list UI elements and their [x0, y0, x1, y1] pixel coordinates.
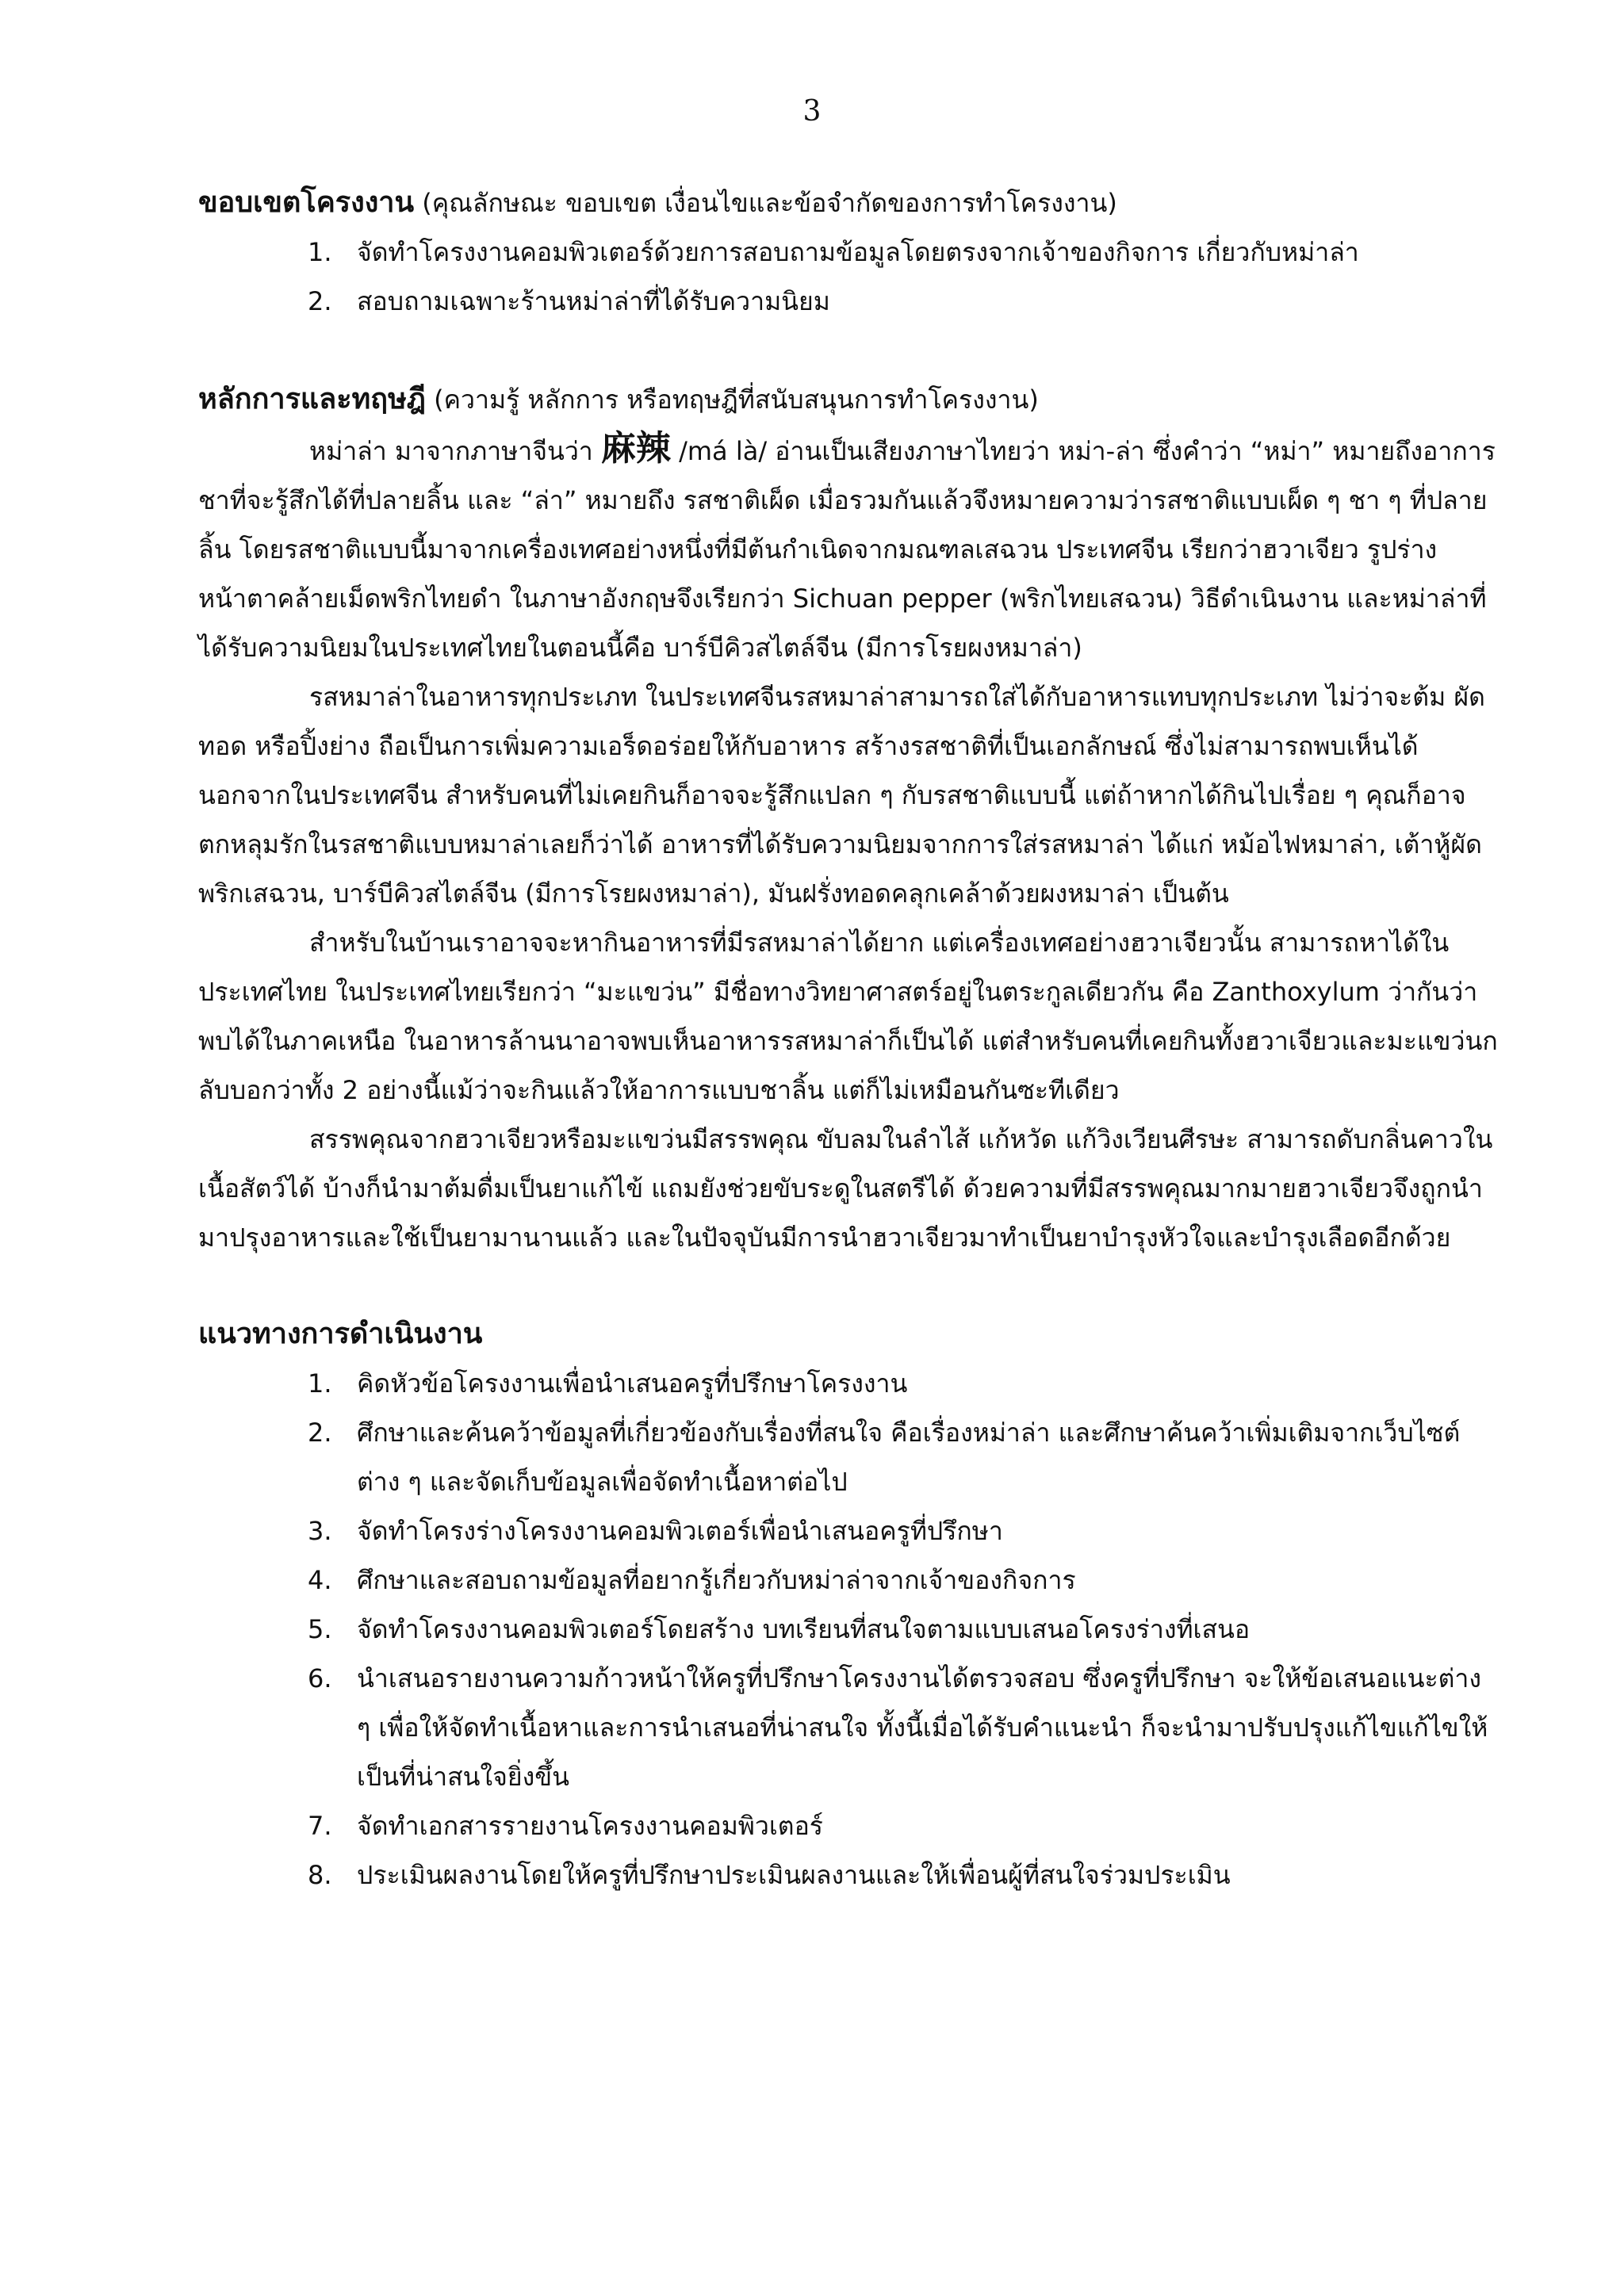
list-item-number: 8.: [308, 1860, 332, 1890]
list-item-text: สอบถามเฉพาะร้านหม่าล่าที่ได้รับความนิยม: [357, 286, 830, 316]
chinese-term: 麻辣: [600, 428, 671, 469]
list-item: [198, 228, 1499, 277]
paragraph-text: สรรพคุณจากฮวาเจียวหรือมะแขว่นมีสรรพคุณ ขับลมในลำไส้ แก้หวัด แก้วิงเวียนศีรษะ สามารถดับกลิ่นคาวในเนื้อสัตว์ได้ บ้างก็นำมาต้มดื่มเป็นยาแก้ไข้ แถมยังช่วยขับระดูในสตรีได้ ด้วยความที่มีสรรพคุณมากมายฮวาเจียวจึงถูกนำมาปรุงอาหารและใช้เป็นยามานานแล้ว และในปัจจุบันมีการนำฮวาเจียวมาทำเป็นยาบำรุงหัวใจและบำรุงเลือดอีกด้วย: [198, 1124, 1493, 1253]
method-heading: แนวทางการดำเนินงาน: [198, 1318, 483, 1350]
list-item-number: 1.: [308, 1368, 332, 1399]
theory-subtitle: (ความรู้ หลักการ หรือทฤษฎีที่สนับสนุนการทำโครงงาน): [434, 385, 1039, 415]
scope-list: [198, 228, 1499, 326]
scope-heading-line: [198, 178, 1499, 228]
theory-heading: หลักการและทฤษฎี: [198, 383, 426, 415]
list-item-number: 4.: [308, 1565, 332, 1595]
theory-paragraph-2: [198, 672, 1499, 918]
list-item-text: จัดทำโครงร่างโครงงานคอมพิวเตอร์เพื่อนำเสนอครูที่ปรึกษา: [357, 1516, 1003, 1546]
list-item-number: 2.: [308, 1418, 332, 1448]
page-number: 3: [802, 95, 822, 128]
scope-section: [198, 178, 1499, 326]
list-item: [198, 1408, 1499, 1506]
theory-paragraph-4: [198, 1115, 1499, 1262]
section-spacer: [198, 326, 1499, 375]
list-item-text: คิดหัวข้อโครงงานเพื่อนำเสนอครูที่ปรึกษาโครงงาน: [357, 1368, 908, 1399]
list-item: [198, 277, 1499, 326]
list-item: [198, 1506, 1499, 1556]
section-spacer: [198, 1262, 1499, 1310]
scope-heading: ขอบเขตโครงงาน: [198, 186, 415, 219]
paragraph-text: สำหรับในบ้านเราอาจจะหากินอาหารที่มีรสหมาล่าได้ยาก แต่เครื่องเทศอย่างฮวาเจียวนั้น สามารถหาได้ในประเทศไทย ในประเทศไทยเรียกว่า “มะแขว่น” มีชื่อทางวิทยาศาสตร์อยู่ในตระกูลเดียวกัน คือ Zanthoxylum ว่ากันว่าพบได้ในภาคเหนือ ในอาหารล้านนาอาจพบเห็นอาหารรสหมาล่าก็เป็นได้ แต่สำหรับคนที่เคยกินทั้งฮวาเจียวและมะแขว่นกลับบอกว่าทั้ง 2 อย่างนี้แม้ว่าจะกินแล้วให้อาการแบบชาลิ้น แต่ก็ไม่เหมือนกันซะทีเดียว: [198, 928, 1498, 1105]
list-item-text: นำเสนอรายงานความก้าวหน้าให้ครูที่ปรึกษาโครงงานได้ตรวจสอบ ซึ่งครูที่ปรึกษา จะให้ข้อเสนอแนะต่าง ๆ เพื่อให้จัดทำเนื้อหาและการนำเสนอที่น่าสนใจ ทั้งนี้เมื่อได้รับคำแนะนำ ก็จะนำมาปรับปรุงแก้ไขแก้ไขให้เป็นที่น่าสนใจยิ่งขึ้น: [357, 1663, 1488, 1792]
list-item-text: จัดทำโครงงานคอมพิวเตอร์โดยสร้าง บทเรียนที่สนใจตามแบบเสนอโครงร่างที่เสนอ: [357, 1614, 1251, 1644]
list-item-number: 5.: [308, 1614, 332, 1644]
paragraph-text: รสหมาล่าในอาหารทุกประเภท ในประเทศจีนรสหมาล่าสามารถใส่ได้กับอาหารแทบทุกประเภท ไม่ว่าจะต้ม ผัด ทอด หรือปิ้งย่าง ถือเป็นการเพิ่มความเอร็ดอร่อยให้กับอาหาร สร้างรสชาติที่เป็นเอกลักษณ์ ซึ่งไม่สามารถพบเห็นได้นอกจากในประเทศจีน สำหรับคนที่ไม่เคยกินก็อาจจะรู้สึกแปลก ๆ กับรสชาติแบบนี้ แต่ถ้าหากได้กินไปเรื่อย ๆ คุณก็อาจตกหลุมรักในรสชาติแบบหมาล่าเลยก็ว่าได้ อาหารที่ได้รับความนิยมจากการใส่รสหมาล่า ได้แก่ หม้อไฟหมาล่า, เต้าหู้ผัดพริกเสฉวน, บาร์บีคิวสไตล์จีน (มีการโรยผงหมาล่า), มันฝรั่งทอดคลุกเคล้าด้วยผงหมาล่า เป็นต้น: [198, 682, 1485, 909]
list-item-number: 7.: [308, 1811, 332, 1841]
list-item: [198, 1359, 1499, 1408]
list-item: [198, 1801, 1499, 1850]
list-item-text: จัดทำโครงงานคอมพิวเตอร์ด้วยการสอบถามข้อมูลโดยตรงจากเจ้าของกิจการ เกี่ยวกับหม่าล่า: [357, 237, 1359, 267]
theory-section: [198, 375, 1499, 1262]
method-heading-line: [198, 1310, 1499, 1359]
list-item: [198, 1654, 1499, 1801]
list-item-number: 1.: [308, 237, 332, 267]
theory-heading-line: [198, 375, 1499, 424]
list-item-number: 6.: [308, 1663, 332, 1693]
list-item-number: 3.: [308, 1516, 332, 1546]
list-item-text: ประเมินผลงานโดยให้ครูที่ปรึกษาประเมินผลงานและให้เพื่อนผู้ที่สนใจร่วมประเมิน: [357, 1860, 1231, 1890]
list-item: [198, 1850, 1499, 1900]
theory-paragraph-1: [198, 424, 1499, 672]
theory-paragraph-3: [198, 918, 1499, 1115]
list-item-number: 2.: [308, 286, 332, 316]
paragraph-text: /má là/ อ่านเป็นเสียงภาษาไทยว่า หม่า-ล่า ซึ่งคำว่า “หม่า” หมายถึงอาการชาที่จะรู้สึกได้ที่ปลายลิ้น และ “ล่า” หมายถึง รสชาติเผ็ด เมื่อรวมกันแล้วจึงหมายความว่ารสชาติแบบเผ็ด ๆ ชา ๆ ที่ปลายลิ้น โดยรสชาติแบบนี้มาจากเครื่องเทศอย่างหนึ่งที่มีต้นกำเนิดจากมณฑลเสฉวน ประเทศจีน เรียกว่าฮวาเจียว รูปร่างหน้าตาคล้ายเม็ดพริกไทยดำ ในภาษาอังกฤษจึงเรียกว่า Sichuan pepper (พริกไทยเสฉวน) วิธีดำเนินงาน และหม่าล่าที่ได้รับความนิยมในประเทศไทยในตอนนี้คือ บาร์บีคิวสไตล์จีน (มีการโรยผงหมาล่า): [198, 436, 1496, 663]
list-item: [198, 1605, 1499, 1654]
method-section: [198, 1310, 1499, 1900]
scope-subtitle: (คุณลักษณะ ขอบเขต เงื่อนไขและข้อจำกัดของการทำโครงงาน): [422, 188, 1117, 218]
document-body: [198, 178, 1499, 1900]
list-item-text: จัดทำเอกสารรายงานโครงงานคอมพิวเตอร์: [357, 1811, 823, 1841]
list-item-text: ศึกษาและสอบถามข้อมูลที่อยากรู้เกี่ยวกับหม่าล่าจากเจ้าของกิจการ: [357, 1565, 1076, 1595]
list-item: [198, 1556, 1499, 1605]
paragraph-text: หม่าล่า มาจากภาษาจีนว่า: [309, 436, 601, 466]
method-list: [198, 1359, 1499, 1900]
list-item-text: ศึกษาและค้นคว้าข้อมูลที่เกี่ยวข้องกับเรื่องที่สนใจ คือเรื่องหม่าล่า และศึกษาค้นคว้าเพิ่มเติมจากเว็บไซต์ต่าง ๆ และจัดเก็บข้อมูลเพื่อจัดทำเนื้อหาต่อไป: [357, 1418, 1461, 1497]
